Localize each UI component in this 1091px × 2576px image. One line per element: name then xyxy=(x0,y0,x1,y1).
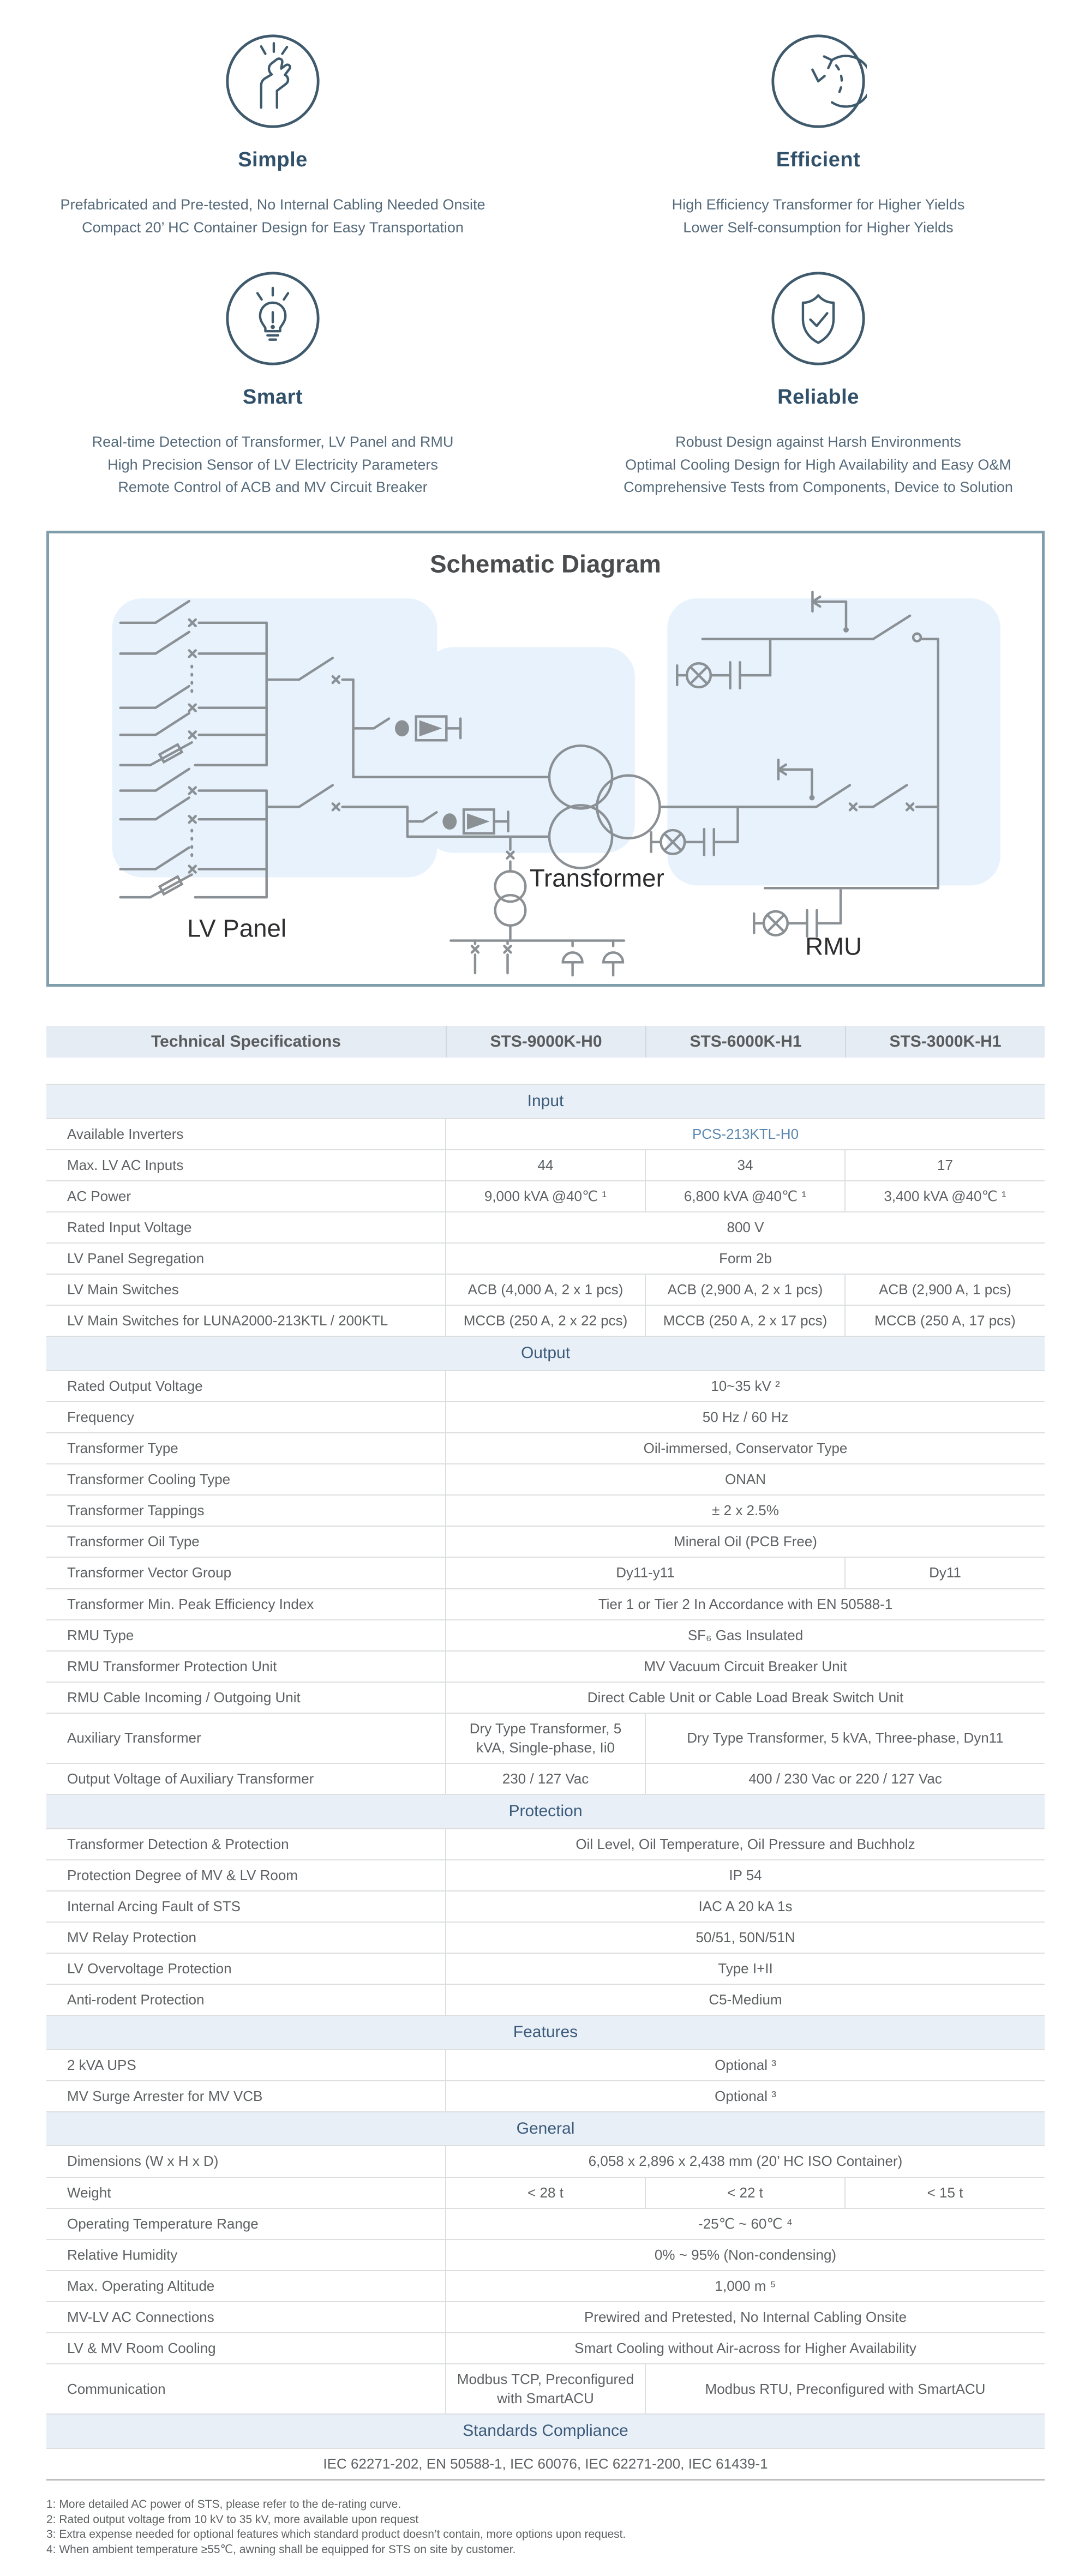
feature-line: High Precision Sensor of LV Electricity Parameters xyxy=(107,456,438,473)
spec-row xyxy=(46,1953,1045,1984)
spec-value-cell: ACB (2,900 A, 2 x 1 pcs) xyxy=(645,1274,845,1305)
schematic-diagram xyxy=(46,531,1045,987)
section-row xyxy=(46,1084,1045,1119)
footnote: 4: When ambient temperature ≥55℃, awning shall be equipped for STS on site by customer. xyxy=(46,2543,516,2556)
spec-value-cell: 34 xyxy=(645,1150,845,1181)
spec-value-cell: Optional ³ xyxy=(446,2050,1045,2081)
spec-row xyxy=(46,1829,1045,1860)
feature-card-efficient xyxy=(546,19,1091,256)
transformer-label: Transformer xyxy=(529,864,664,892)
spec-row xyxy=(46,2177,1045,2208)
spec-value-cell: Mineral Oil (PCB Free) xyxy=(446,1526,1045,1557)
clock-arrow-icon xyxy=(770,33,867,130)
spec-label-cell: Rated Input Voltage xyxy=(46,1212,446,1243)
spec-row xyxy=(46,1243,1045,1274)
spec-label-cell: Transformer Oil Type xyxy=(46,1526,446,1557)
spec-value-cell: Tier 1 or Tier 2 In Accordance with EN 50588-1 xyxy=(446,1589,1045,1620)
footnote: 1: More detailed AC power of STS, please refer to the de-rating curve. xyxy=(46,2497,401,2511)
spec-label-cell: Max. Operating Altitude xyxy=(46,2271,446,2302)
spec-value-cell: Modbus TCP, Preconfigured with SmartACU xyxy=(446,2364,645,2414)
spec-value-cell: Modbus RTU, Preconfigured with SmartACU xyxy=(645,2364,1045,2414)
spec-row xyxy=(46,2050,1045,2081)
spec-value-cell: Direct Cable Unit or Cable Load Break Switch Unit xyxy=(446,1682,1045,1713)
spec-row xyxy=(46,1464,1045,1495)
spec-value-cell: 800 V xyxy=(446,1212,1045,1243)
spec-label-cell: LV & MV Room Cooling xyxy=(46,2333,446,2364)
spec-value-cell: ± 2 x 2.5% xyxy=(446,1495,1045,1526)
spec-label-cell: AC Power xyxy=(46,1181,446,1212)
spec-value-cell: 6,800 kVA @40℃ ¹ xyxy=(645,1181,845,1212)
spec-row xyxy=(46,1589,1045,1620)
spec-value-cell: Smart Cooling without Air-across for Higher Availability xyxy=(446,2333,1045,2364)
spec-label-cell: Protection Degree of MV & LV Room xyxy=(46,1860,446,1891)
feature-line: Prefabricated and Pre-tested, No Internal Cabling Needed Onsite xyxy=(60,196,485,213)
spec-label-cell: Rated Output Voltage xyxy=(46,1371,446,1402)
spec-value-cell: < 15 t xyxy=(845,2177,1045,2208)
section-row xyxy=(46,2015,1045,2050)
feature-section xyxy=(0,0,1091,515)
spec-value-cell: MCCB (250 A, 2 x 22 pcs) xyxy=(446,1305,645,1336)
spec-row xyxy=(46,1651,1045,1682)
spec-label-cell: RMU Type xyxy=(46,1620,446,1651)
lv-panel-label: LV Panel xyxy=(187,914,287,942)
spec-row xyxy=(46,1305,1045,1336)
spec-value-cell: 3,400 kVA @40℃ ¹ xyxy=(845,1181,1045,1212)
spec-value-cell: MCCB (250 A, 2 x 17 pcs) xyxy=(645,1305,845,1336)
spec-value-cell: MV Vacuum Circuit Breaker Unit xyxy=(446,1651,1045,1682)
spec-row xyxy=(46,1922,1045,1953)
section-title: General xyxy=(46,2112,1045,2146)
header-cell-model-1: STS-9000K-H0 xyxy=(446,1026,645,1058)
aux-transformer-branch xyxy=(451,837,624,975)
spec-row xyxy=(46,1181,1045,1212)
feature-title: Smart xyxy=(242,385,303,409)
spec-value-cell: Oil Level, Oil Temperature, Oil Pressure and Buchholz xyxy=(446,1829,1045,1860)
spec-row xyxy=(46,1620,1045,1651)
spec-row xyxy=(46,2448,1045,2480)
schematic-title: Schematic Diagram xyxy=(430,550,661,578)
spec-label-cell: Transformer Detection & Protection xyxy=(46,1829,446,1860)
spec-label-cell: Weight xyxy=(46,2177,446,2208)
spec-label-cell: RMU Cable Incoming / Outgoing Unit xyxy=(46,1682,446,1713)
spec-value-cell: 50 Hz / 60 Hz xyxy=(446,1402,1045,1433)
spec-value-cell: 50/51, 50N/51N xyxy=(446,1922,1045,1953)
section-title: Standards Compliance xyxy=(46,2414,1045,2448)
spec-row xyxy=(46,1212,1045,1243)
feature-line: Compact 20’ HC Container Design for Easy Transportation xyxy=(82,219,464,236)
spec-label-cell: MV Surge Arrester for MV VCB xyxy=(46,2081,446,2112)
spec-value-cell: SF₆ Gas Insulated xyxy=(446,1620,1045,1651)
feature-card-smart xyxy=(0,256,546,516)
section-title: Input xyxy=(46,1084,1045,1119)
spec-label-cell: Output Voltage of Auxiliary Transformer xyxy=(46,1763,446,1794)
spec-row xyxy=(46,2364,1045,2414)
feature-line: Real-time Detection of Transformer, LV Panel and RMU xyxy=(92,433,454,450)
spec-value-cell: ONAN xyxy=(446,1464,1045,1495)
spec-label-cell: Dimensions (W x H x D) xyxy=(46,2146,446,2177)
spec-value-cell: 17 xyxy=(845,1150,1045,1181)
spec-label-cell: MV-LV AC Connections xyxy=(46,2302,446,2333)
spec-value-cell: 44 xyxy=(446,1150,645,1181)
section-title: Features xyxy=(46,2015,1045,2050)
header-cell-model-3: STS-3000K-H1 xyxy=(845,1026,1045,1058)
spec-value-cell: 6,058 x 2,896 x 2,438 mm (20’ HC ISO Container) xyxy=(446,2146,1045,2177)
spec-value-cell: ACB (2,900 A, 1 pcs) xyxy=(845,1274,1045,1305)
spec-label-cell: Available Inverters xyxy=(46,1119,446,1150)
spec-full-cell: IEC 62271-202, EN 50588-1, IEC 60076, IEC 62271-200, IEC 61439-1 xyxy=(46,2448,1045,2480)
spec-label-cell: MV Relay Protection xyxy=(46,1922,446,1953)
feature-title: Efficient xyxy=(776,148,861,171)
spec-row xyxy=(46,1860,1045,1891)
feature-line: Optimal Cooling Design for High Availability and Easy O&M xyxy=(625,456,1011,473)
spec-row xyxy=(46,1433,1045,1464)
feature-line: Robust Design against Harsh Environments xyxy=(675,433,961,450)
spec-label-cell: Relative Humidity xyxy=(46,2239,446,2271)
footnotes xyxy=(46,2497,1045,2576)
spec-row xyxy=(46,2271,1045,2302)
feature-line: Comprehensive Tests from Components, Device to Solution xyxy=(624,479,1013,496)
spec-row xyxy=(46,1119,1045,1150)
spec-value-cell: IAC A 20 kA 1s xyxy=(446,1891,1045,1922)
spec-row xyxy=(46,2239,1045,2271)
spec-label-cell: LV Panel Segregation xyxy=(46,1243,446,1274)
section-title: Protection xyxy=(46,1794,1045,1829)
spec-value-cell: 230 / 127 Vac xyxy=(446,1763,645,1794)
spec-label-cell: Max. LV AC Inputs xyxy=(46,1150,446,1181)
spec-value-cell: Prewired and Pretested, No Internal Cabling Onsite xyxy=(446,2302,1045,2333)
spec-label-cell: Internal Arcing Fault of STS xyxy=(46,1891,446,1922)
spec-value-cell: ACB (4,000 A, 2 x 1 pcs) xyxy=(446,1274,645,1305)
feature-title: Simple xyxy=(238,148,308,171)
spec-label-cell: Communication xyxy=(46,2364,446,2414)
rmu-label: RMU xyxy=(805,932,862,960)
header-cell-model-2: STS-6000K-H1 xyxy=(645,1026,845,1058)
spec-row xyxy=(46,2302,1045,2333)
spec-row xyxy=(46,1526,1045,1557)
spec-value-cell: < 22 t xyxy=(645,2177,845,2208)
spec-value-cell: PCS-213KTL-H0 xyxy=(446,1119,1045,1150)
spec-label-cell: Transformer Type xyxy=(46,1433,446,1464)
footnote: 3: Extra expense needed for optional features which standard product doesn’t contain, more options upon request. xyxy=(46,2528,626,2541)
feature-line: Remote Control of ACB and MV Circuit Breaker xyxy=(118,479,428,496)
spec-row xyxy=(46,1713,1045,1763)
spec-row xyxy=(46,1763,1045,1794)
spec-label-cell: LV Overvoltage Protection xyxy=(46,1953,446,1984)
spec-label-cell: Frequency xyxy=(46,1402,446,1433)
spec-row xyxy=(46,1274,1045,1305)
footnote: 2: Rated output voltage from 10 kV to 35 kV, more available upon request xyxy=(46,2513,419,2526)
spec-row xyxy=(46,1891,1045,1922)
spec-value-cell: Type I+II xyxy=(446,1953,1045,1984)
spec-label-cell: Transformer Cooling Type xyxy=(46,1464,446,1495)
spec-value-cell: Dry Type Transformer, 5 kVA, Three-phase, Dyn11 xyxy=(645,1713,1045,1763)
header-cell-specs: Technical Specifications xyxy=(151,1032,341,1051)
spec-row xyxy=(46,2081,1045,2112)
spec-row xyxy=(46,2208,1045,2239)
section-row xyxy=(46,2112,1045,2146)
spec-value-cell: C5-Medium xyxy=(446,1984,1045,2015)
spec-label-cell: Transformer Vector Group xyxy=(46,1557,446,1588)
spec-row xyxy=(46,2333,1045,2364)
spec-value-cell: 10~35 kV ² xyxy=(446,1371,1045,1402)
section-row xyxy=(46,2414,1045,2448)
feature-title: Reliable xyxy=(777,385,859,409)
spec-row xyxy=(46,1371,1045,1402)
schematic-svg xyxy=(49,533,1042,984)
spec-value-cell: 0% ~ 95% (Non-condensing) xyxy=(446,2239,1045,2271)
spec-value-cell: IP 54 xyxy=(446,1860,1045,1891)
spec-row xyxy=(46,1984,1045,2015)
spec-row xyxy=(46,1402,1045,1433)
spec-value-cell: Dy11 xyxy=(845,1557,1045,1588)
spec-label-cell: Auxiliary Transformer xyxy=(46,1713,446,1763)
spec-label-cell: LV Main Switches xyxy=(46,1274,446,1305)
spec-value-cell: Oil-immersed, Conservator Type xyxy=(446,1433,1045,1464)
spec-row xyxy=(46,1557,1045,1588)
spec-table xyxy=(46,1084,1045,2481)
section-row xyxy=(46,1336,1045,1371)
feature-card-reliable xyxy=(546,256,1091,516)
spec-value-cell: Dy11-y11 xyxy=(446,1557,845,1588)
spec-label-cell: Transformer Min. Peak Efficiency Index xyxy=(46,1589,446,1620)
spec-value-cell: Dry Type Transformer, 5 kVA, Single-phase, Ii0 xyxy=(446,1713,645,1763)
spec-label-cell: LV Main Switches for LUNA2000-213KTL / 200KTL xyxy=(46,1305,446,1336)
snap-fingers-icon xyxy=(224,33,321,130)
spec-label-cell: Anti-rodent Protection xyxy=(46,1984,446,2015)
spec-value-cell: -25℃ ~ 60℃ ⁴ xyxy=(446,2208,1045,2239)
section-title: Output xyxy=(46,1336,1045,1371)
spec-row xyxy=(46,1682,1045,1713)
spec-label-cell: Transformer Tappings xyxy=(46,1495,446,1526)
spec-label-cell: 2 kVA UPS xyxy=(46,2050,446,2081)
lv-panel-zone xyxy=(112,598,437,877)
spec-value-cell: MCCB (250 A, 17 pcs) xyxy=(845,1305,1045,1336)
spec-row xyxy=(46,2146,1045,2177)
spec-value-cell: Form 2b xyxy=(446,1243,1045,1274)
spec-row xyxy=(46,1495,1045,1526)
spec-value-cell: 1,000 m ⁵ xyxy=(446,2271,1045,2302)
feature-line: Lower Self-consumption for Higher Yields xyxy=(683,219,954,236)
light-bulb-icon xyxy=(224,270,321,367)
spec-label-cell: RMU Transformer Protection Unit xyxy=(46,1651,446,1682)
spec-label-cell: Operating Temperature Range xyxy=(46,2208,446,2239)
spec-table-header xyxy=(46,1026,1045,1058)
spec-value-cell: Optional ³ xyxy=(446,2081,1045,2112)
spec-value-cell: 400 / 230 Vac or 220 / 127 Vac xyxy=(645,1763,1045,1794)
feature-line: High Efficiency Transformer for Higher Yields xyxy=(672,196,965,213)
shield-check-icon xyxy=(770,270,867,367)
section-row xyxy=(46,1794,1045,1829)
spec-value-cell: < 28 t xyxy=(446,2177,645,2208)
spec-value-cell: 9,000 kVA @40℃ ¹ xyxy=(446,1181,645,1212)
feature-card-simple xyxy=(0,19,546,256)
spec-row xyxy=(46,1150,1045,1181)
